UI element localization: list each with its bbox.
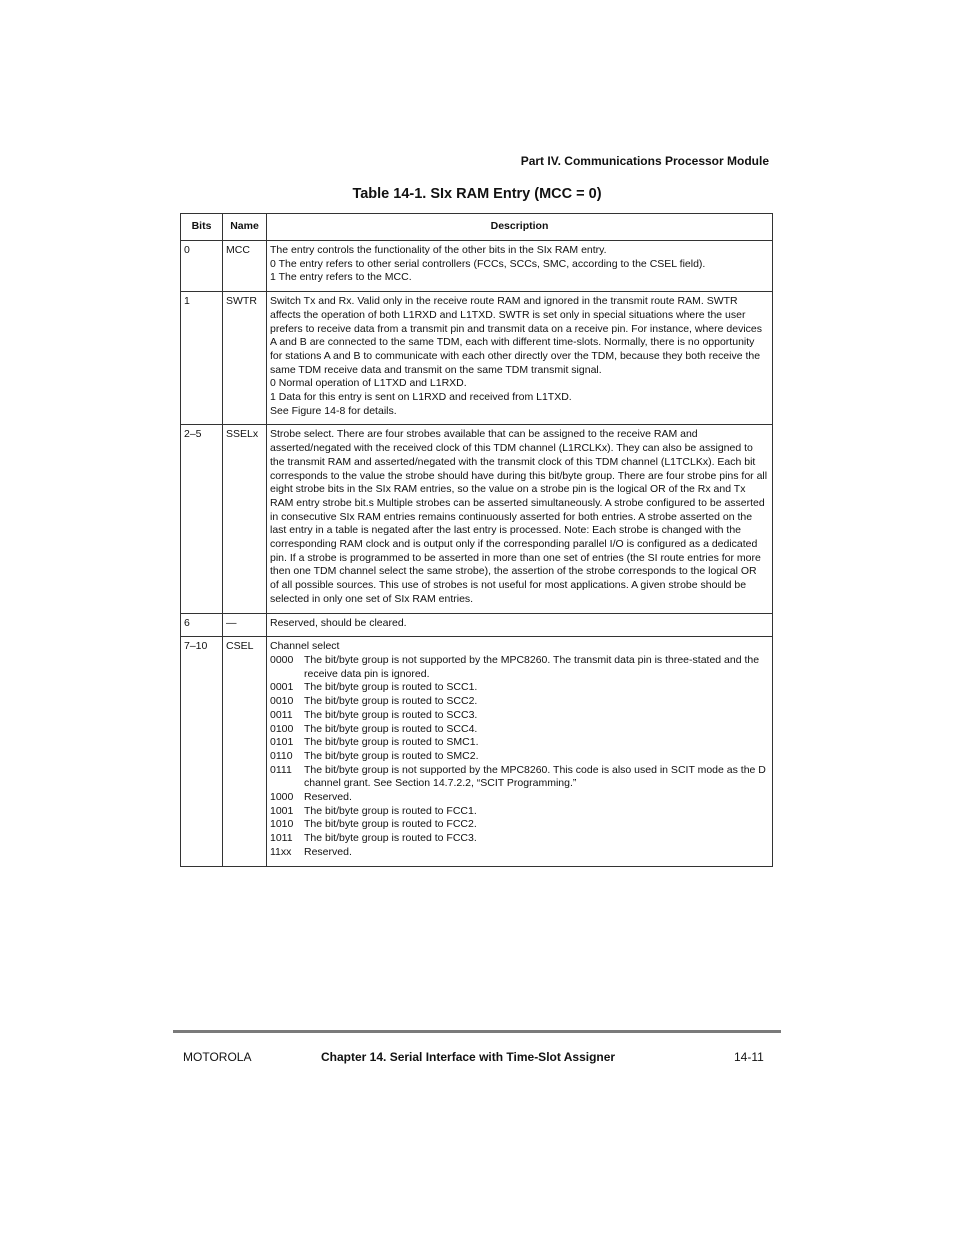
csel-code-line [270, 818, 768, 832]
bits-cell: 0 [181, 241, 223, 292]
csel-code-line [270, 791, 768, 805]
csel-code-line [270, 846, 768, 860]
description-line: See Figure 14-8 for details. [270, 404, 397, 417]
bits-cell: 7–10 [181, 637, 223, 866]
csel-code-line [270, 764, 768, 791]
table-row [181, 425, 773, 613]
name-cell: SWTR [223, 292, 267, 425]
csel-code-description: The bit/byte group is routed to SCC3. [304, 708, 478, 721]
csel-code-line [270, 805, 768, 819]
csel-code-line [270, 681, 768, 695]
csel-code: 0111 [270, 763, 292, 776]
description-line: 0 Normal operation of L1TXD and L1RXD. [270, 377, 467, 390]
table-title: Table 14-1. SIx RAM Entry (MCC = 0) [352, 186, 602, 202]
footer-chapter-title: Chapter 14. Serial Interface with Time-Slot Assigner [321, 1050, 616, 1064]
description-line: The entry controls the functionality of the other bits in the SIx RAM entry. [270, 244, 607, 256]
description-line: 1 Data for this entry is sent on L1RXD and received from L1TXD. [270, 391, 572, 404]
name-cell: CSEL [223, 637, 267, 866]
csel-code-description: The bit/byte group is routed to SMC1. [304, 736, 479, 749]
table-row [181, 241, 773, 292]
csel-code-description: Reserved. [304, 791, 352, 804]
csel-code: 0110 [270, 749, 293, 762]
csel-code-description: The bit/byte group is routed to SMC2. [304, 749, 479, 762]
description-cell [267, 613, 773, 637]
description-line: Reserved, should be cleared. [270, 616, 407, 629]
csel-code: 1011 [270, 832, 293, 845]
csel-code-line [270, 723, 768, 737]
name-cell: — [223, 613, 267, 637]
description-cell [267, 425, 773, 613]
csel-code-description: The bit/byte group is routed to FCC2. [304, 818, 477, 831]
csel-code-line [270, 654, 768, 681]
description-line: 0 The entry refers to other serial controllers (FCCs, SCCs, SMC, according to the CSEL field). [270, 257, 706, 270]
description-cell [267, 241, 773, 292]
footer-rule [173, 1030, 781, 1033]
column-header-description: Description [267, 214, 773, 241]
csel-code-description: The bit/byte group is routed to SCC4. [304, 722, 478, 735]
csel-code-description: The bit/byte group is not supported by the MPC8260. This code is also used in SCIT mode as the D channel grant. See Section 14.7.2.2, “SCIT Programming.” [304, 763, 766, 790]
csel-code: 0010 [270, 695, 294, 708]
bits-cell: 6 [181, 613, 223, 637]
csel-code-description: The bit/byte group is routed to FCC1. [304, 804, 477, 817]
table-row [181, 613, 773, 637]
table-row [181, 292, 773, 425]
csel-code: 1010 [270, 818, 294, 831]
csel-code-line [270, 832, 768, 846]
csel-code: 1001 [270, 804, 294, 817]
csel-code-line [270, 695, 768, 709]
csel-code-line [270, 750, 768, 764]
bits-cell: 1 [181, 292, 223, 425]
name-cell: MCC [223, 241, 267, 292]
csel-code: 0000 [270, 653, 294, 666]
description-cell [267, 637, 773, 866]
csel-code: 1000 [270, 791, 294, 804]
name-cell: SSELx [223, 425, 267, 613]
bits-cell: 2–5 [181, 425, 223, 613]
description-line: 1 The entry refers to the MCC. [270, 271, 412, 284]
table-header-row [181, 214, 773, 241]
siram-entry-table [180, 213, 773, 867]
csel-code: 0101 [270, 736, 294, 749]
csel-code-line [270, 709, 768, 723]
csel-code: 0100 [270, 722, 294, 735]
csel-code: 11xx [270, 845, 292, 858]
running-header: Part IV. Communications Processor Module [520, 154, 769, 168]
column-header-name: Name [223, 214, 267, 241]
csel-code-description: The bit/byte group is routed to SCC1. [304, 681, 478, 694]
column-header-bits: Bits [181, 214, 223, 241]
csel-code-description: Reserved. [304, 845, 352, 858]
footer-page-number: 14-11 [734, 1050, 764, 1064]
table-body [181, 241, 773, 867]
csel-code-description: The bit/byte group is not supported by the MPC8260. The transmit data pin is three-stated and the receive data pin is ignored. [304, 653, 760, 680]
description-line: Channel select [270, 640, 340, 653]
csel-code-line [270, 736, 768, 750]
csel-code-description: The bit/byte group is routed to FCC3. [304, 832, 477, 845]
csel-code: 0011 [270, 708, 293, 721]
table-row [181, 637, 773, 866]
csel-code: 0001 [270, 681, 294, 694]
description-line: Switch Tx and Rx. Valid only in the receive route RAM and ignored in the transmit route RAM. SWTR affects the operation of both L1RXD and L1TXD. SWTR is set only in special situations where the user prefers to receive data from a transmit pin and transmit data on a receive pin. For instance, where devices A and B are connected to the same TDM, each with different time-slots. Normally, there is no opportunity for stations A and B to communicate with each other directly over the TDM, because they both receive the same TDM receive data and transmit on the same TDM transmit signal. [270, 295, 762, 376]
footer-publisher: MOTOROLA [183, 1050, 252, 1064]
description-line: Strobe select. There are four strobes available that can be assigned to the receive RAM and asserted/negated with the received clock of this TDM channel (L1RCLKx). They can also be assigned to the transmit RAM and asserted/negated with the transmit clock of this TDM channel (L1TCLKx). Each bit corresponds to the value the strobe should have during this bit/byte group. There are four strobe pins for all eight strobe bits in the SIx RAM entries, so the value on a strobe pin is the logical OR of the Rx and Tx RAM entry strobe bit.s Multiple strobes can be asserted simultaneously. A strobe configured to be asserted in consecutive SIx RAM entries remains continuously asserted for both entries. A strobe asserted on the last entry in a table is negated after the last entry is processed. Note: Each strobe is changed with the corresponding RAM clock and is output only if the corresponding parallel I/O is configured as a dedicated pin. If a strobe is programmed to be asserted in more than one set of entries (the SI route entries for more then one TDM channel select the same strobe), the assertion of the strobe corresponds to the logical OR of all possible sources. This use of strobes is not useful for most applications. A given strobe should be selected in only one set of SIx RAM entries. [270, 428, 768, 605]
description-cell [267, 292, 773, 425]
csel-code-description: The bit/byte group is routed to SCC2. [304, 695, 478, 708]
